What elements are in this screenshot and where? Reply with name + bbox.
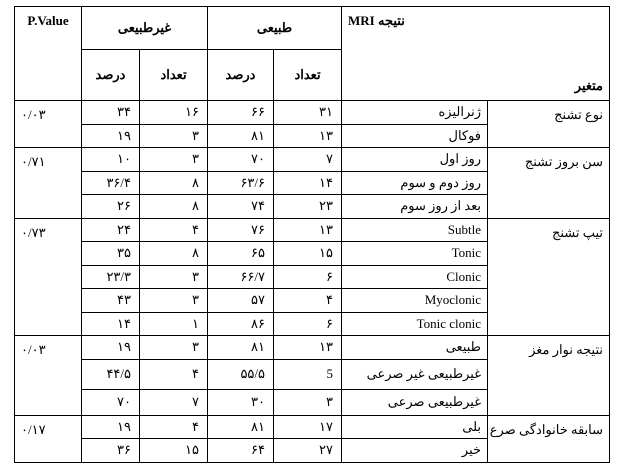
abnormal-percent-cell: ۲۴ bbox=[82, 218, 140, 242]
category-cell: روز اول bbox=[342, 148, 488, 172]
table-row bbox=[15, 148, 610, 172]
normal-percent-cell: ۳۰ bbox=[208, 389, 274, 415]
category-cell: روز دوم و سوم bbox=[342, 171, 488, 195]
normal-percent-cell: ۶۴ bbox=[208, 439, 274, 463]
abnormal-count-header: تعداد bbox=[140, 49, 208, 101]
abnormal-count-cell: ۱ bbox=[140, 312, 208, 336]
normal-count-cell: ۱۳ bbox=[274, 218, 342, 242]
normal-percent-cell: ۸۱ bbox=[208, 124, 274, 148]
abnormal-count-cell: ۳ bbox=[140, 148, 208, 172]
category-cell: بلی bbox=[342, 415, 488, 439]
category-cell: بعد از روز سوم bbox=[342, 195, 488, 219]
abnormal-percent-cell: ۲۳/۳ bbox=[82, 265, 140, 289]
abnormal-count-cell: ۳ bbox=[140, 265, 208, 289]
pvalue-cell: ۰/۰۳ bbox=[15, 101, 82, 148]
normal-count-cell: ۶ bbox=[274, 312, 342, 336]
abnormal-count-cell: ۸ bbox=[140, 195, 208, 219]
category-cell: فوکال bbox=[342, 124, 488, 148]
pvalue-header: P.Value bbox=[15, 7, 82, 101]
abnormal-percent-cell: ۲۶ bbox=[82, 195, 140, 219]
normal-count-cell: ۱۵ bbox=[274, 242, 342, 266]
abnormal-percent-header: درصد bbox=[82, 49, 140, 101]
abnormal-percent-cell: ۷۰ bbox=[82, 389, 140, 415]
abnormal-count-cell: ۸ bbox=[140, 171, 208, 195]
variable-label: تیپ تشنج bbox=[488, 218, 610, 336]
category-cell: Tonic bbox=[342, 242, 488, 266]
abnormal-count-cell: ۳ bbox=[140, 336, 208, 360]
abnormal-count-cell: ۳ bbox=[140, 124, 208, 148]
normal-percent-cell: ۸۱ bbox=[208, 415, 274, 439]
normal-count-cell: ۱۴ bbox=[274, 171, 342, 195]
variable-label: سن بروز تشنج bbox=[488, 148, 610, 219]
normal-percent-cell: ۶۶ bbox=[208, 101, 274, 125]
normal-count-cell: ۳ bbox=[274, 389, 342, 415]
normal-count-cell: ۲۳ bbox=[274, 195, 342, 219]
normal-count-cell: ۶ bbox=[274, 265, 342, 289]
variable-header: متغیر bbox=[342, 49, 610, 101]
variable-label: نوع تشنج bbox=[488, 101, 610, 148]
table-row bbox=[15, 336, 610, 360]
abnormal-percent-cell: ۱۹ bbox=[82, 124, 140, 148]
normal-percent-cell: ۷۰ bbox=[208, 148, 274, 172]
table-row bbox=[15, 415, 610, 439]
pvalue-cell: ۰/۷۱ bbox=[15, 148, 82, 219]
results-table-body bbox=[15, 101, 610, 463]
header-row-bottom bbox=[15, 49, 610, 101]
abnormal-percent-cell: ۳۶ bbox=[82, 439, 140, 463]
normal-percent-cell: ۶۵ bbox=[208, 242, 274, 266]
normal-percent-cell: ۵۵/۵ bbox=[208, 359, 274, 389]
abnormal-percent-cell: ۱۰ bbox=[82, 148, 140, 172]
abnormal-percent-cell: ۱۹ bbox=[82, 415, 140, 439]
normal-percent-cell: ۸۶ bbox=[208, 312, 274, 336]
table-row bbox=[15, 101, 610, 125]
category-cell: ژنرالیزه bbox=[342, 101, 488, 125]
abnormal-percent-cell: ۱۹ bbox=[82, 336, 140, 360]
mri-result-header: نتیجه MRI bbox=[342, 7, 610, 50]
normal-count-cell: ۴ bbox=[274, 289, 342, 313]
pvalue-cell: ۰/۷۳ bbox=[15, 218, 82, 336]
abnormal-count-cell: ۳ bbox=[140, 289, 208, 313]
category-cell: Clonic bbox=[342, 265, 488, 289]
normal-group-header: طبیعی bbox=[208, 7, 342, 50]
category-cell: Myoclonic bbox=[342, 289, 488, 313]
pvalue-cell: ۰/۱۷ bbox=[15, 415, 82, 462]
normal-count-header: تعداد bbox=[274, 49, 342, 101]
table-row bbox=[15, 218, 610, 242]
normal-percent-cell: ۶۳/۶ bbox=[208, 171, 274, 195]
abnormal-count-cell: ۴ bbox=[140, 218, 208, 242]
pvalue-cell: ۰/۰۳ bbox=[15, 336, 82, 416]
abnormal-percent-cell: ۳۵ bbox=[82, 242, 140, 266]
abnormal-percent-cell: ۱۴ bbox=[82, 312, 140, 336]
normal-percent-cell: ۸۱ bbox=[208, 336, 274, 360]
variable-label: سابقه خانوادگی صرع bbox=[488, 415, 610, 462]
normal-percent-cell: ۶۶/۷ bbox=[208, 265, 274, 289]
abnormal-count-cell: ۱۶ bbox=[140, 101, 208, 125]
category-cell: غیرطبیعی صرعی bbox=[342, 389, 488, 415]
normal-count-cell: ۱۳ bbox=[274, 336, 342, 360]
header-row-top bbox=[15, 7, 610, 50]
abnormal-count-cell: ۴ bbox=[140, 415, 208, 439]
abnormal-count-cell: ۴ bbox=[140, 359, 208, 389]
category-cell: طبیعی bbox=[342, 336, 488, 360]
abnormal-group-header: غیرطبیعی bbox=[82, 7, 208, 50]
normal-count-cell: 5 bbox=[274, 359, 342, 389]
results-table bbox=[14, 6, 610, 463]
normal-percent-cell: ۷۶ bbox=[208, 218, 274, 242]
category-cell: Tonic clonic bbox=[342, 312, 488, 336]
abnormal-percent-cell: ۴۳ bbox=[82, 289, 140, 313]
abnormal-percent-cell: ۳۶/۴ bbox=[82, 171, 140, 195]
abnormal-count-cell: ۸ bbox=[140, 242, 208, 266]
category-cell: خیر bbox=[342, 439, 488, 463]
abnormal-count-cell: ۷ bbox=[140, 389, 208, 415]
normal-percent-cell: ۵۷ bbox=[208, 289, 274, 313]
normal-count-cell: ۷ bbox=[274, 148, 342, 172]
results-table-container bbox=[14, 6, 609, 458]
abnormal-percent-cell: ۴۴/۵ bbox=[82, 359, 140, 389]
category-cell: غیرطبیعی غیر صرعی bbox=[342, 359, 488, 389]
normal-count-cell: ۱۷ bbox=[274, 415, 342, 439]
abnormal-percent-cell: ۳۴ bbox=[82, 101, 140, 125]
abnormal-count-cell: ۱۵ bbox=[140, 439, 208, 463]
normal-count-cell: ۲۷ bbox=[274, 439, 342, 463]
category-cell: Subtle bbox=[342, 218, 488, 242]
normal-percent-header: درصد bbox=[208, 49, 274, 101]
normal-count-cell: ۳۱ bbox=[274, 101, 342, 125]
normal-percent-cell: ۷۴ bbox=[208, 195, 274, 219]
normal-count-cell: ۱۳ bbox=[274, 124, 342, 148]
variable-label: نتیجه نوار مغز bbox=[488, 336, 610, 416]
